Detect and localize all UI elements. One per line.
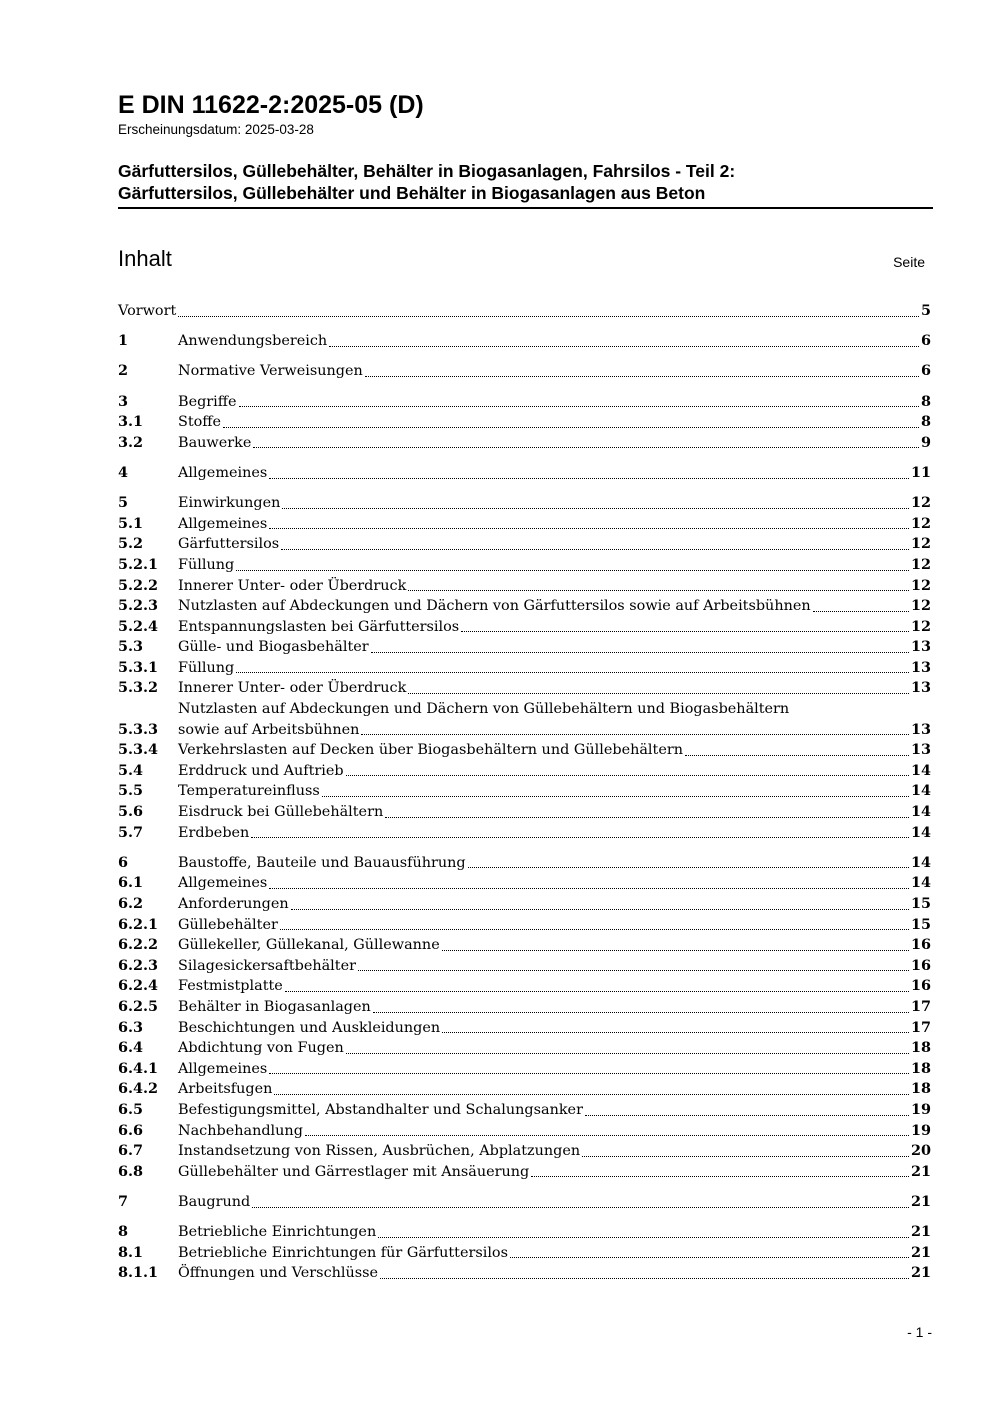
toc-entry[interactable] <box>118 956 931 977</box>
toc-leader-dots <box>346 1053 909 1054</box>
toc-entry[interactable] <box>118 915 931 936</box>
toc-entry-page: 13 <box>910 658 931 676</box>
toc-leader-dots <box>280 929 909 930</box>
toc-entry-page: 12 <box>910 597 931 615</box>
toc-entry-number: 5.3.4 <box>118 741 159 759</box>
toc-entry-title: Nutzlasten auf Abdeckungen und Dächern von Güllebehältern und Biogasbehältern <box>178 701 790 718</box>
toc-entry-title: Allgemeines <box>178 1060 268 1077</box>
toc-leader-dots <box>813 611 909 612</box>
toc-leader-dots <box>685 755 909 756</box>
toc-entry[interactable] <box>118 1192 931 1213</box>
document-id: E DIN 11622-2:2025-05 (D) <box>118 91 424 119</box>
toc-leader-dots <box>274 1094 909 1095</box>
toc-entry-title: Nachbehandlung <box>178 1122 303 1139</box>
toc-entry-title: Güllebehälter und Gärrestlager mit Ansäuerung <box>178 1163 530 1180</box>
toc-entry-title: Einwirkungen <box>178 495 281 512</box>
toc-leader-dots <box>305 1135 909 1136</box>
toc-leader-dots <box>239 406 919 407</box>
toc-leader-dots <box>223 427 919 428</box>
toc-leader-dots <box>582 1156 909 1157</box>
toc-entry-number: 6.6 <box>118 1121 144 1139</box>
toc-entry[interactable] <box>118 976 931 997</box>
toc-entry-title: Begriffe <box>178 393 237 410</box>
toc-leader-dots <box>269 478 909 479</box>
toc-entry[interactable] <box>118 1162 931 1183</box>
toc-leader-dots <box>269 528 909 529</box>
toc-entry[interactable] <box>118 617 931 638</box>
toc-entry-title: Temperatureinfluss <box>178 783 320 800</box>
toc-entry-page: 12 <box>910 514 931 532</box>
toc-leader-dots <box>269 888 909 889</box>
toc-leader-dots <box>329 346 919 347</box>
toc-entry[interactable] <box>118 997 931 1018</box>
toc-entry-title: Füllung <box>178 659 235 676</box>
toc-entry[interactable] <box>118 331 931 352</box>
toc-entry[interactable] <box>118 853 931 874</box>
toc-entry[interactable] <box>118 1243 931 1264</box>
toc-entry-page: 19 <box>910 1100 931 1118</box>
toc-entry-page: 12 <box>910 494 931 512</box>
page-number: - 1 - <box>907 1324 932 1340</box>
toc-entry-page: 18 <box>910 1039 931 1057</box>
toc-entry-page: 6 <box>920 362 931 380</box>
toc-leader-dots <box>380 1278 909 1279</box>
toc-entry[interactable] <box>118 740 931 761</box>
toc-entry-title: Gülle- und Biogasbehälter <box>178 639 369 656</box>
toc-entry-title: Innerer Unter- oder Überdruck <box>178 680 407 697</box>
toc-entry-title: Vorwort <box>118 303 177 319</box>
toc-leader-dots <box>371 652 909 653</box>
toc-entry-page: 13 <box>910 741 931 759</box>
toc-entry-title: Stoffe <box>178 414 222 431</box>
toc-entry-number: 5.3 <box>118 638 144 656</box>
toc-entry-page: 13 <box>910 679 931 697</box>
toc-leader-dots <box>322 796 909 797</box>
toc-entry-number: 5.7 <box>118 823 144 841</box>
toc-entry-title: Festmistplatte <box>178 978 283 995</box>
toc-entry-title: Gärfuttersilos <box>178 536 280 553</box>
toc-entry-title-continued: sowie auf Arbeitsbühnen <box>178 721 360 738</box>
toc-entry-page: 6 <box>920 332 931 350</box>
toc-entry[interactable] <box>118 463 931 484</box>
toc-leader-dots <box>468 867 909 868</box>
toc-entry-page: 14 <box>910 853 931 871</box>
toc-entry-number: 3.2 <box>118 433 144 451</box>
toc-entry[interactable] <box>118 412 931 433</box>
toc-entry[interactable] <box>118 781 931 802</box>
toc-leader-dots <box>252 1207 909 1208</box>
toc-entry[interactable] <box>118 761 931 782</box>
toc-entry-number: 5.3.2 <box>118 679 159 697</box>
toc-entry-number: 6.2.1 <box>118 915 159 933</box>
toc-entry-number: 5.2.1 <box>118 555 159 573</box>
toc-entry-title: Befestigungsmittel, Abstandhalter und Schalungsanker <box>178 1101 583 1118</box>
toc-entry[interactable] <box>118 1018 931 1039</box>
toc-entry-number: 4 <box>118 463 129 481</box>
toc-heading: Inhalt <box>118 246 172 271</box>
toc-leader-dots <box>178 316 919 317</box>
toc-entry-number: 5.1 <box>118 514 144 532</box>
toc-entry[interactable] <box>118 1059 931 1080</box>
toc-leader-dots <box>442 950 909 951</box>
toc-entry[interactable] <box>118 1038 931 1059</box>
toc-entry-title: Baustoffe, Bauteile und Bauausführung <box>178 854 466 871</box>
toc-leader-dots <box>373 1012 909 1013</box>
toc-leader-dots <box>282 508 909 509</box>
publication-date: Erscheinungsdatum: 2025-03-28 <box>118 122 314 137</box>
toc-entry-page: 18 <box>910 1059 931 1077</box>
toc-entry-title: Betriebliche Einrichtungen <box>178 1224 377 1241</box>
toc-leader-dots <box>408 693 909 694</box>
toc-entry-title: Verkehrslasten auf Decken über Biogasbehältern und Güllebehältern <box>178 742 683 759</box>
toc-entry-page: 21 <box>910 1243 931 1261</box>
toc-entry[interactable] <box>118 576 931 597</box>
toc-entry-title: Betriebliche Einrichtungen für Gärfuttersilos <box>178 1244 508 1261</box>
toc-entry-title: Allgemeines <box>178 515 268 532</box>
toc-entry-page: 14 <box>910 761 931 779</box>
toc-entry-page: 12 <box>910 576 931 594</box>
toc-entry[interactable] <box>118 596 931 617</box>
toc-leader-dots <box>236 570 909 571</box>
toc-entry-page: 15 <box>910 915 931 933</box>
toc-entry-number: 6.4 <box>118 1039 144 1057</box>
toc-entry-number: 6.4.2 <box>118 1080 159 1098</box>
document-title-line-1: Gärfuttersilos, Güllebehälter, Behälter in Biogasanlagen, Fahrsilos - Teil 2: <box>118 161 736 181</box>
toc-entry-number: 5.3.1 <box>118 658 159 676</box>
toc-entry-number: 3.1 <box>118 413 144 431</box>
toc-entry-title: Abdichtung von Fugen <box>178 1040 344 1057</box>
toc-leader-dots <box>442 1032 909 1033</box>
toc-entry-page: 15 <box>910 895 931 912</box>
toc-entry-number: 8.1.1 <box>118 1264 159 1282</box>
toc-entry[interactable] <box>118 361 931 382</box>
toc-entry[interactable] <box>118 1222 931 1243</box>
toc-entry-page: 5 <box>920 302 931 319</box>
toc-leader-dots <box>510 1257 909 1258</box>
toc-entry-title: Beschichtungen und Auskleidungen <box>178 1019 441 1036</box>
toc-entry-number: 3 <box>118 392 129 410</box>
toc-entry-number: 5.2.2 <box>118 576 159 594</box>
toc-entry-number: 2 <box>118 362 129 380</box>
toc-entry-title: Erddruck und Auftrieb <box>178 762 344 779</box>
toc-entry-title: Erdbeben <box>178 824 250 841</box>
toc-entry[interactable] <box>118 823 931 844</box>
toc-entry-title: Öffnungen und Verschlüsse <box>178 1265 379 1282</box>
toc-entry-title: Allgemeines <box>178 464 268 481</box>
toc-entry-number: 6.2.2 <box>118 936 159 954</box>
toc-entry[interactable] <box>118 392 931 413</box>
toc-entry-title: Arbeitsfugen <box>178 1081 273 1098</box>
toc-entry-title: Anwendungsbereich <box>178 333 328 350</box>
toc-entry-title: Allgemeines <box>178 875 268 892</box>
toc-entry-number: 5 <box>118 494 129 512</box>
toc-leader-dots <box>585 1115 909 1116</box>
toc-entry-number: 5.6 <box>118 803 144 821</box>
toc-leader-dots <box>346 775 909 776</box>
toc-entry-number: 6.2 <box>118 895 144 912</box>
toc-entry-title: Silagesickersaftbehälter <box>178 957 356 974</box>
toc-entry-title: Füllung <box>178 556 235 573</box>
toc-entry[interactable] <box>118 514 931 535</box>
toc-leader-dots <box>385 817 909 818</box>
toc-leader-dots <box>251 837 909 838</box>
toc-entry[interactable] <box>118 894 931 915</box>
toc-entry-number: 5.4 <box>118 761 144 779</box>
toc-entry-title: Behälter in Biogasanlagen <box>178 998 371 1015</box>
toc-entry-page: 17 <box>910 1018 931 1036</box>
toc-entry[interactable] <box>118 555 931 576</box>
toc-entry[interactable] <box>118 1100 931 1121</box>
toc-entry-number: 5.2.4 <box>118 617 159 635</box>
toc-entry-page: 20 <box>910 1142 931 1160</box>
toc-leader-dots <box>358 970 909 971</box>
toc-entry-page: 8 <box>920 392 931 410</box>
toc-entry-number: 6.1 <box>118 874 144 892</box>
toc-entry-page: 11 <box>910 463 931 481</box>
toc-entry[interactable] <box>118 637 931 658</box>
toc-entry-number: 6.2.4 <box>118 977 159 995</box>
toc-entry-title: Normative Verweisungen <box>178 363 363 380</box>
toc-entry-page: 19 <box>910 1121 931 1139</box>
toc-entry[interactable] <box>118 493 931 514</box>
toc-entry-page: 14 <box>910 782 931 800</box>
document-title <box>118 160 933 209</box>
toc-entry-number: 6.3 <box>118 1018 144 1036</box>
toc-entry-page: 21 <box>910 1223 931 1241</box>
toc-entry-number: 5.2.3 <box>118 597 159 615</box>
toc-page-column-label: Seite <box>893 254 925 270</box>
toc-entry[interactable] <box>118 658 931 679</box>
toc-leader-dots <box>253 447 919 448</box>
toc-entry[interactable] <box>118 433 931 454</box>
toc-leader-dots <box>531 1176 909 1177</box>
toc-entry-title: Entspannungslasten bei Gärfuttersilos <box>178 618 460 635</box>
toc-entry-number: 6.4.1 <box>118 1059 159 1077</box>
toc-entry[interactable] <box>118 802 931 823</box>
toc-entry-page: 9 <box>920 433 931 451</box>
toc-entry-number: 1 <box>118 332 129 350</box>
toc-entry-number: 8 <box>118 1223 129 1241</box>
toc-entry[interactable] <box>118 534 931 555</box>
toc-leader-dots <box>269 1073 909 1074</box>
toc-entry[interactable] <box>118 699 931 740</box>
toc-leader-dots <box>365 376 919 377</box>
toc-entry-number: 7 <box>118 1192 129 1210</box>
toc-entry-number: 6.2.3 <box>118 956 159 974</box>
toc-entry-page: 14 <box>910 823 931 841</box>
toc-entry-title: Güllekeller, Güllekanal, Güllewanne <box>178 937 440 954</box>
toc-entry-title: Baugrund <box>178 1193 251 1210</box>
document-title-line-2: Gärfuttersilos, Güllebehälter und Behälter in Biogasanlagen aus Beton <box>118 183 706 203</box>
toc-entry-title: Innerer Unter- oder Überdruck <box>178 577 407 594</box>
toc-entry-number: 6.8 <box>118 1162 144 1180</box>
toc-entry-page: 21 <box>910 1192 931 1210</box>
toc-entry[interactable] <box>118 1263 931 1284</box>
toc-entry-number: 6.5 <box>118 1100 144 1118</box>
toc-entry-page: 12 <box>910 617 931 635</box>
toc-leader-dots <box>408 590 909 591</box>
toc-leader-dots <box>285 991 909 992</box>
toc-entry-title: Eisdruck bei Güllebehältern <box>178 804 384 821</box>
toc-entry-page: 21 <box>910 1264 931 1282</box>
toc-entry[interactable] <box>118 873 931 894</box>
toc-entry-page: 17 <box>910 997 931 1015</box>
toc-entry-number: 6 <box>118 853 129 871</box>
toc-leader-dots <box>281 549 909 550</box>
toc-entry-page: 8 <box>920 413 931 431</box>
toc-entry-title: Anforderungen <box>178 896 289 912</box>
toc-entry-title: Güllebehälter <box>178 916 278 933</box>
toc-entry-title: Instandsetzung von Rissen, Ausbrüchen, Abplatzungen <box>178 1143 581 1160</box>
toc-entry[interactable] <box>118 1079 931 1100</box>
toc-entry[interactable] <box>118 1141 931 1162</box>
toc-entry-page: 13 <box>910 638 931 656</box>
toc-entry-page: 16 <box>910 956 931 974</box>
toc-entry-number: 6.7 <box>118 1142 144 1160</box>
toc-entry-page: 16 <box>910 977 931 995</box>
toc-entry-page: 18 <box>910 1080 931 1098</box>
toc-entry[interactable] <box>118 1121 931 1142</box>
toc-entry-page: 21 <box>910 1162 931 1180</box>
toc-entry-page: 12 <box>910 535 931 553</box>
toc-entry-page: 12 <box>910 555 931 573</box>
toc-entry-page: 13 <box>910 720 931 738</box>
table-of-contents <box>118 301 931 1284</box>
toc-entry[interactable] <box>118 678 931 699</box>
toc-entry-number: 5.2 <box>118 535 144 553</box>
toc-entry[interactable] <box>118 935 931 956</box>
toc-leader-dots <box>236 672 909 673</box>
toc-entry[interactable] <box>118 301 931 322</box>
toc-leader-dots <box>361 734 909 735</box>
toc-entry-number: 5.5 <box>118 782 144 800</box>
toc-entry-title: Nutzlasten auf Abdeckungen und Dächern von Gärfuttersilos sowie auf Arbeitsbühnen <box>178 598 811 615</box>
toc-entry-page: 14 <box>910 874 931 892</box>
toc-entry-number: 6.2.5 <box>118 997 159 1015</box>
toc-entry-page: 14 <box>910 803 931 821</box>
toc-leader-dots <box>378 1237 909 1238</box>
toc-leader-dots <box>291 909 909 910</box>
toc-leader-dots <box>461 631 909 632</box>
toc-entry-number: 5.3.3 <box>118 720 159 738</box>
toc-entry-page: 16 <box>910 936 931 954</box>
toc-entry-number: 8.1 <box>118 1243 144 1261</box>
toc-entry-title: Bauwerke <box>178 434 252 451</box>
